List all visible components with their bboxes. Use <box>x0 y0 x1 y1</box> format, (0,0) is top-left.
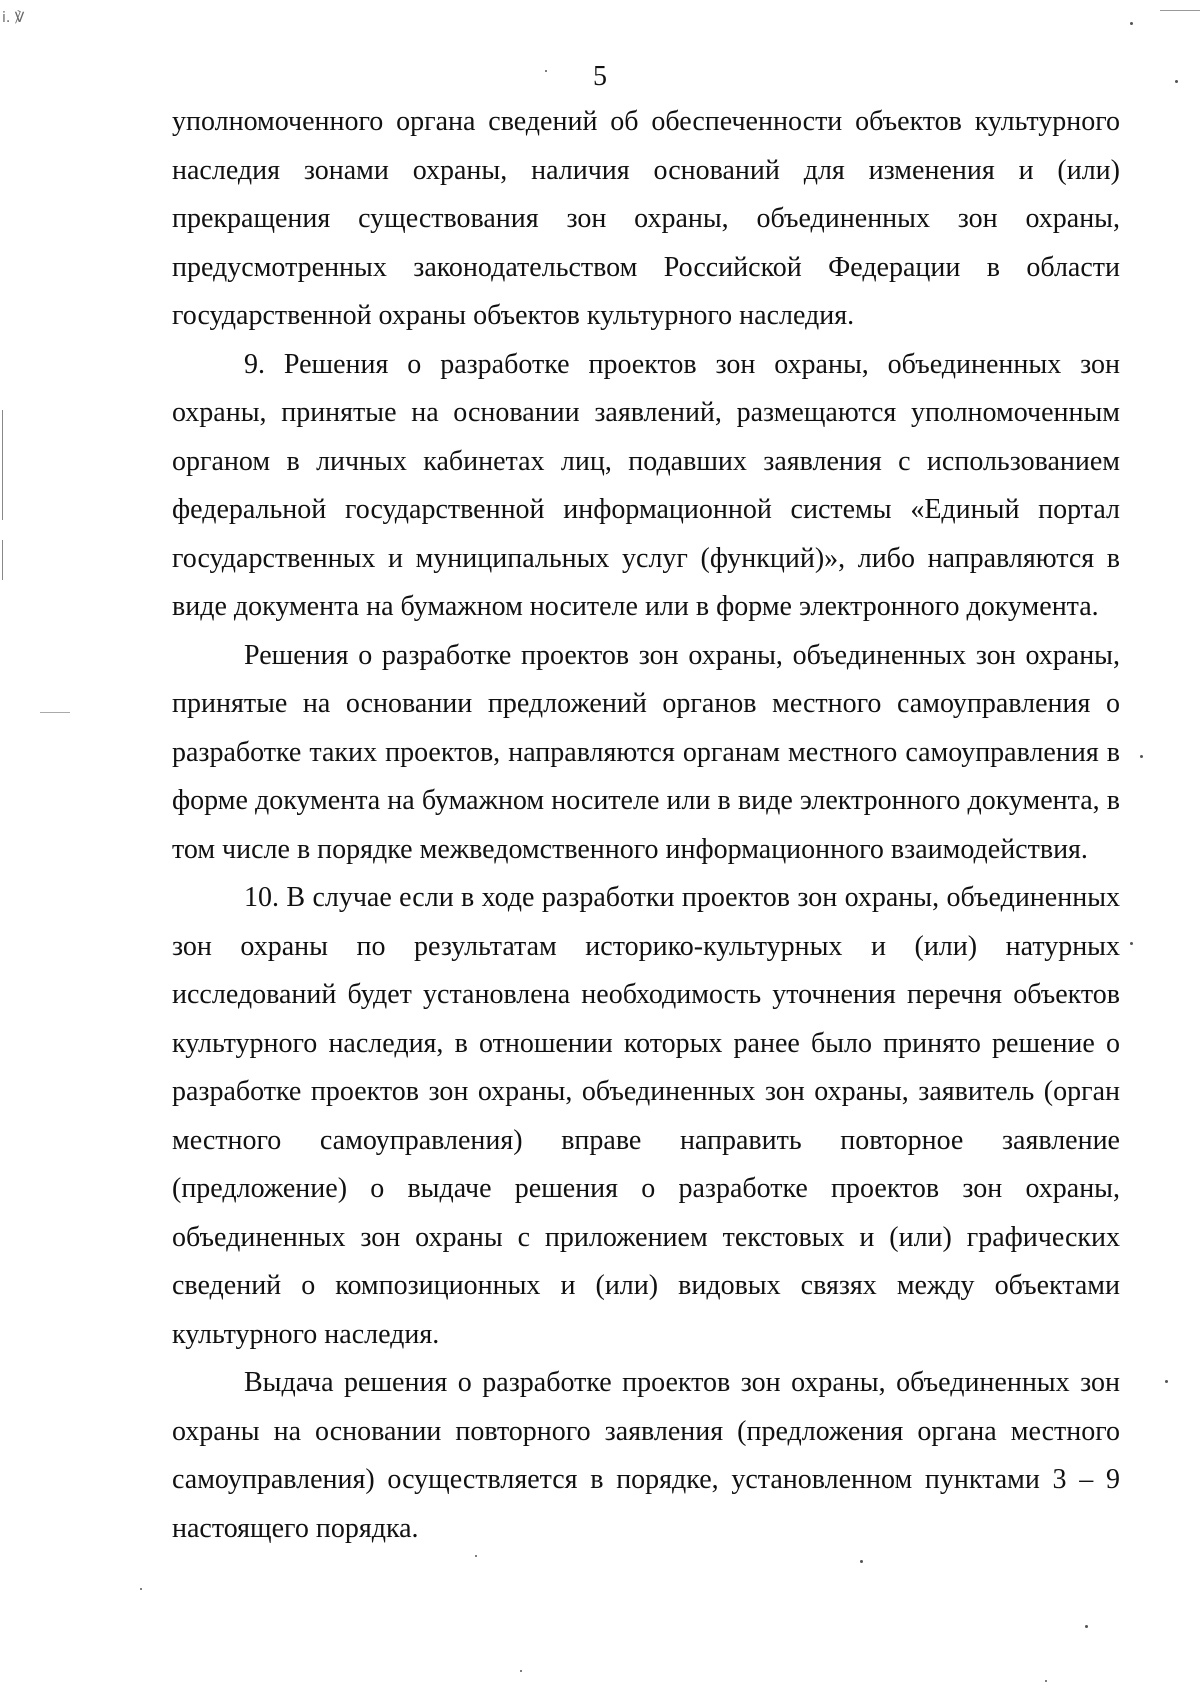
scan-artifact <box>40 712 70 713</box>
scan-artifact <box>1045 1680 1047 1682</box>
paragraph-repeat-application: Выдача решения о разработке проектов зон охраны, объединенных зон охраны на основании повторного заявления (предложения органа местного самоуправления) осуществляется в порядке, установленном пунктами 3 – 9 настоящего порядка. <box>172 1367 1120 1544</box>
paragraph-item-10: 10. В случае если в ходе разработки проектов зон охраны, объединенных зон охраны по результатам историко-культурных и (или) натурных исследований будет установлена необходимость уточнения перечня объектов культурного наследия, в отношении которых ранее было принято решение о разработке проектов зон охраны, объединенных зон охраны, заявитель (орган местного самоуправления) вправе направить повторное заявление (предложение) о выдаче решения о разработке проектов зон охраны, объединенных зон охраны с приложением текстовых и (или) графических сведений о композиционных и (или) видовых связях между объектами культурного наследия. <box>172 882 1120 1350</box>
paragraph-continuation: уполномоченного органа сведений об обеспеченности объектов культурного наследия зонами охраны, наличия оснований для изменения и (или) прекращения существования зон охраны, объединенных зон охраны, предусмотренных законодательством Российской Федерации в области государственной охраны объектов культурного наследия. <box>172 106 1120 331</box>
scan-artifact <box>1130 942 1133 945</box>
page-number: 5 <box>593 61 607 92</box>
paragraph-item-9: 9. Решения о разработке проектов зон охраны, объединенных зон охраны, принятые на основании заявлений, размещаются уполномоченным органом в личных кабинетах лиц, подавших заявления с использованием федеральной государственной информационной системы «Единый портал государственных и муниципальных услуг (функций)», либо направляются в виде документа на бумажном носителе или в форме электронного документа. <box>172 348 1120 622</box>
scan-artifact <box>1175 80 1178 83</box>
paragraph-decisions-local-government: Решения о разработке проектов зон охраны, объединенных зон охраны, принятые на основании предложений органов местного самоуправления о разработке таких проектов, направляются органам местного самоуправления в форме документа на бумажном носителе или в виде электронного документа, в том числе в порядке межведомственного информационного взаимодействия. <box>172 639 1120 865</box>
scan-artifact <box>1130 22 1133 25</box>
scan-artifact <box>2 540 3 580</box>
scan-artifact <box>1085 1625 1088 1628</box>
scan-artifact <box>860 1560 863 1563</box>
scan-artifact <box>1165 1380 1168 1383</box>
scan-artifact <box>520 1670 522 1672</box>
scan-artifact <box>475 1555 477 1557</box>
scan-artifact <box>140 1588 142 1590</box>
scan-artifact <box>545 70 547 72</box>
scan-artifact <box>2 410 3 520</box>
scan-artifact <box>1140 755 1143 758</box>
scan-artifact: i. ℣ <box>2 10 25 26</box>
scan-artifact <box>1160 10 1200 11</box>
document-body <box>172 98 1120 1553</box>
